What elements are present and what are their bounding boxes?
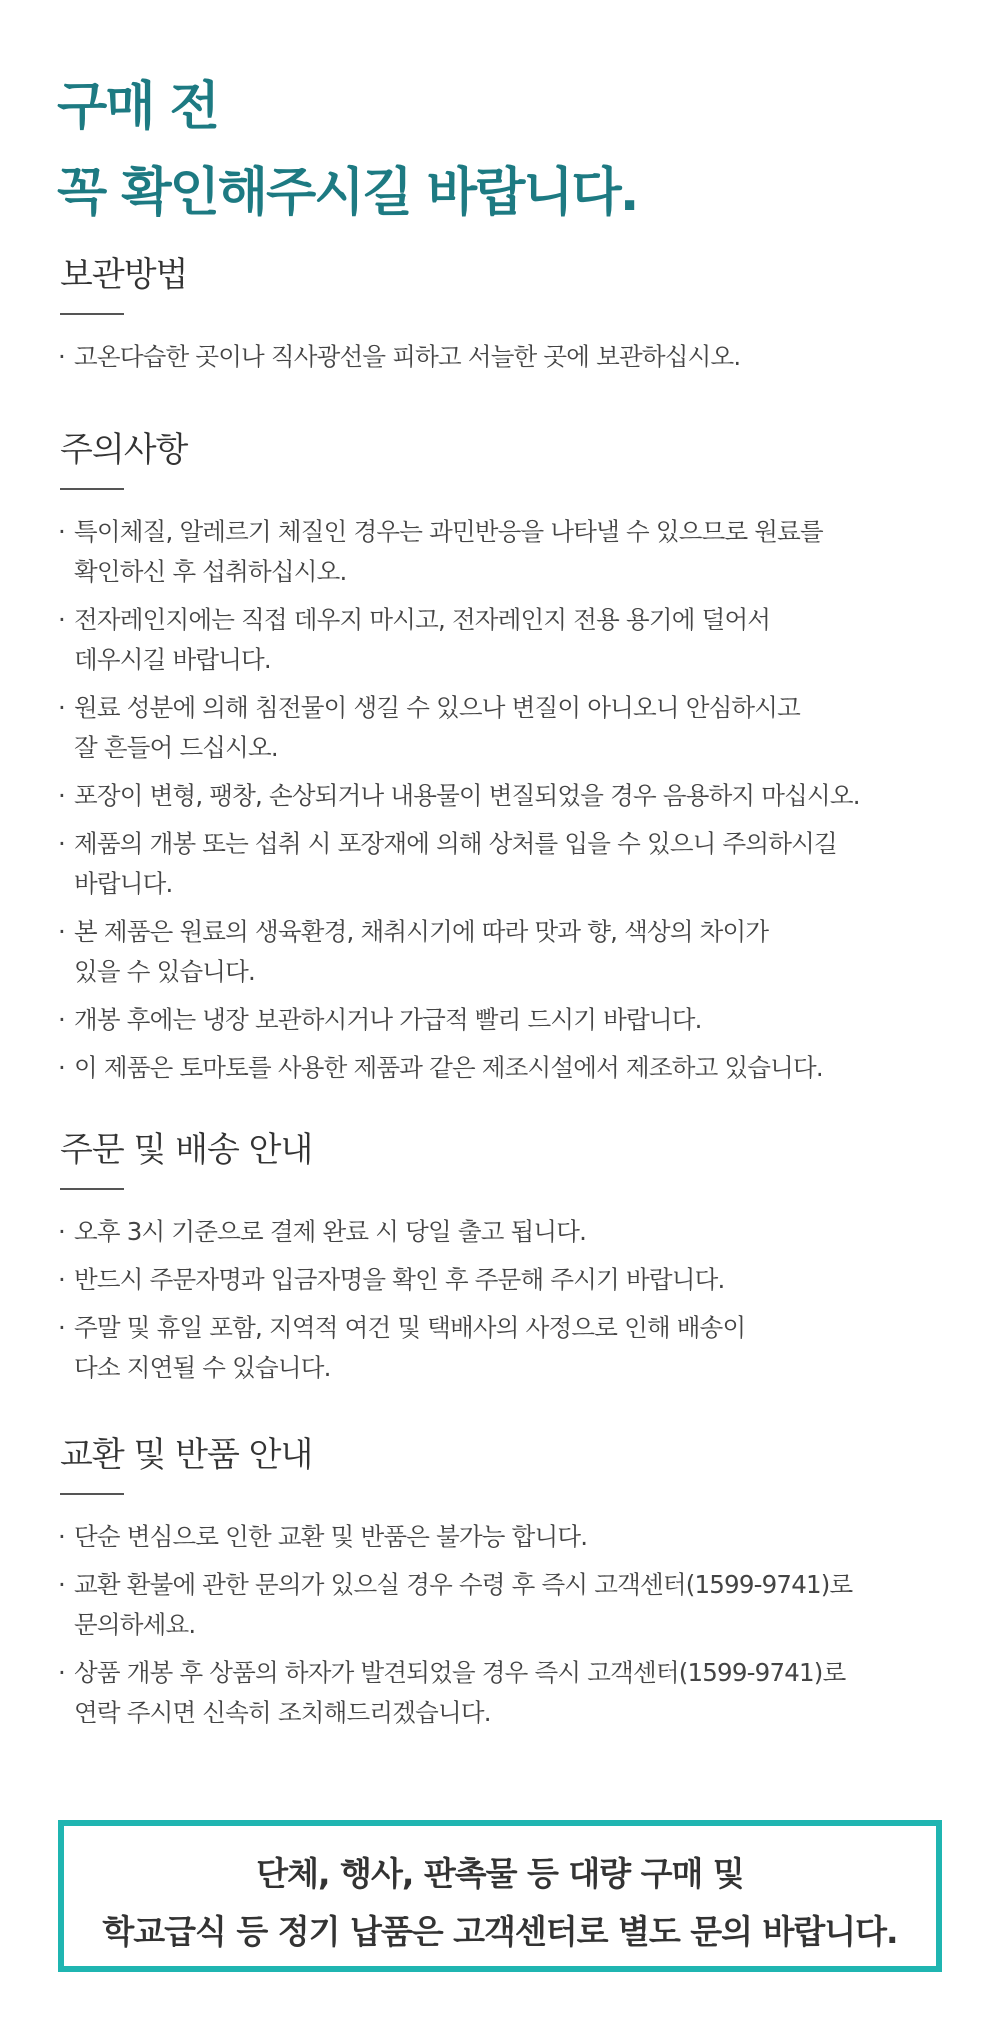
list-item: · 전자레인지에는 직접 데우지 마시고, 전자레인지 전용 용기에 덜어서 데우시길 바랍니다. [60, 600, 960, 680]
item-list [60, 337, 960, 377]
item-list [60, 512, 960, 1088]
headline-line-1: 구매 전 [57, 77, 218, 137]
section-title: 주문 및 배송 안내 [60, 1130, 313, 1170]
list-item: · 특이체질, 알레르기 체질인 경우는 과민반응을 나타낼 수 있으므로 원료를 확인하신 후 섭취하십시오. [60, 512, 960, 592]
list-item: · 본 제품은 원료의 생육환경, 채취시기에 따라 맛과 향, 색상의 차이가 있을 수 있습니다. [60, 912, 960, 992]
list-item: · 이 제품은 토마토를 사용한 제품과 같은 제조시설에서 제조하고 있습니다. [60, 1048, 960, 1088]
list-item: · 교환 환불에 관한 문의가 있으실 경우 수령 후 즉시 고객센터(1599-9741)로 문의하세요. [60, 1565, 960, 1645]
list-item: · 고온다습한 곳이나 직사광선을 피하고 서늘한 곳에 보관하십시오. [60, 337, 960, 377]
section-storage [60, 255, 960, 385]
bulk-order-notice-box [58, 1820, 942, 1972]
list-item: · 포장이 변형, 팽창, 손상되거나 내용물이 변질되었을 경우 음용하지 마십시오. [60, 776, 960, 816]
section-precautions [60, 430, 960, 1096]
list-item: · 상품 개봉 후 상품의 하자가 발견되었을 경우 즉시 고객센터(1599-9741)로 연락 주시면 신속히 조치해드리겠습니다. [60, 1653, 960, 1733]
item-list [60, 1517, 960, 1733]
list-item: · 제품의 개봉 또는 섭취 시 포장재에 의해 상처를 입을 수 있으니 주의하시길 바랍니다. [60, 824, 960, 904]
page-headline [57, 64, 638, 236]
section-title: 보관방법 [60, 255, 188, 295]
section-title: 교환 및 반품 안내 [60, 1435, 313, 1475]
list-item: · 주말 및 휴일 포함, 지역적 여건 및 택배사의 사정으로 인해 배송이 다소 지연될 수 있습니다. [60, 1308, 960, 1388]
list-item: · 오후 3시 기준으로 결제 완료 시 당일 출고 됩니다. [60, 1212, 960, 1252]
list-item: · 반드시 주문자명과 입금자명을 확인 후 주문해 주시기 바랍니다. [60, 1260, 960, 1300]
list-item: · 단순 변심으로 인한 교환 및 반품은 불가능 합니다. [60, 1517, 960, 1557]
notice-line-2: 학교급식 등 정기 납품은 고객센터로 별도 문의 바랍니다. [102, 1912, 898, 1951]
section-divider [60, 1188, 124, 1190]
section-exchange-return [60, 1435, 960, 1741]
section-title: 주의사항 [60, 430, 188, 470]
headline-line-2: 꼭 확인해주시길 바랍니다. [57, 163, 638, 223]
notice-line-1: 단체, 행사, 판촉물 등 대량 구매 및 [256, 1854, 744, 1893]
section-divider [60, 488, 124, 490]
list-item: · 원료 성분에 의해 침전물이 생길 수 있으나 변질이 아니오니 안심하시고 잘 흔들어 드십시오. [60, 688, 960, 768]
item-list [60, 1212, 960, 1388]
section-order-shipping [60, 1130, 960, 1396]
section-divider [60, 1493, 124, 1495]
section-divider [60, 313, 124, 315]
list-item: · 개봉 후에는 냉장 보관하시거나 가급적 빨리 드시기 바랍니다. [60, 1000, 960, 1040]
